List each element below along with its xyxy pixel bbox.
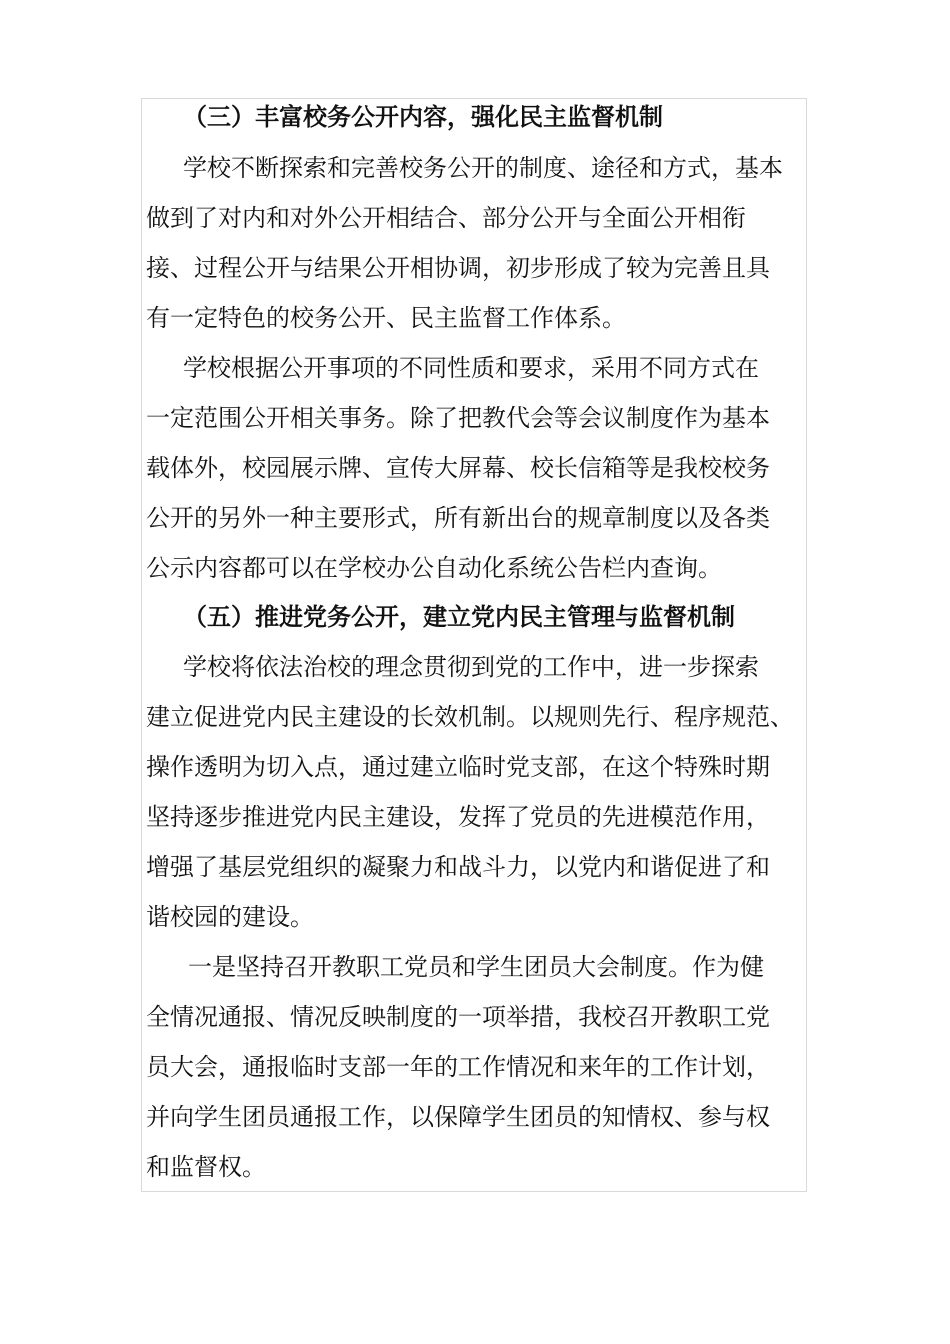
- section-5-heading: （五）推进党务公开，建立党内民主管理与监督机制: [183, 603, 735, 631]
- section-3-para-1-line-3: 接、过程公开与结果公开相协调，初步形成了较为完善且具: [146, 254, 770, 282]
- section-3-para-2-line-2: 一定范围公开相关事务。除了把教代会等会议制度作为基本: [146, 404, 770, 432]
- section-3-heading: （三）丰富校务公开内容，强化民主监督机制: [183, 103, 663, 131]
- section-3-para-1-line-2: 做到了对内和对外公开相结合、部分公开与全面公开相衔: [146, 204, 746, 232]
- section-5-para-1-line-3: 操作透明为切入点，通过建立临时党支部，在这个特殊时期: [146, 753, 770, 781]
- section-3-para-2-line-4: 公开的另外一种主要形式，所有新出台的规章制度以及各类: [146, 504, 770, 532]
- section-5-para-2-line-3: 员大会，通报临时支部一年的工作情况和来年的工作计划，: [146, 1053, 770, 1081]
- section-5-para-1-line-2: 建立促进党内民主建设的长效机制。以规则先行、程序规范、: [146, 703, 794, 731]
- section-5-para-2-line-2: 全情况通报、情况反映制度的一项举措，我校召开教职工党: [146, 1003, 770, 1031]
- section-5-para-1-line-5: 增强了基层党组织的凝聚力和战斗力，以党内和谐促进了和: [146, 853, 770, 881]
- section-5-para-2-line-4: 并向学生团员通报工作，以保障学生团员的知情权、参与权: [146, 1103, 770, 1131]
- section-5-para-1-line-4: 坚持逐步推进党内民主建设，发挥了党员的先进模范作用，: [146, 803, 770, 831]
- section-3-para-2-line-5: 公示内容都可以在学校办公自动化系统公告栏内查询。: [146, 554, 722, 582]
- section-3-para-1-line-4: 有一定特色的校务公开、民主监督工作体系。: [146, 304, 626, 332]
- section-3-para-2-line-1: 学校根据公开事项的不同性质和要求，采用不同方式在: [183, 354, 759, 382]
- section-5-para-2-line-5: 和监督权。: [146, 1153, 266, 1181]
- section-5-para-2-line-1: 一是坚持召开教职工党员和学生团员大会制度。作为健: [188, 953, 764, 981]
- section-5-para-1-line-6: 谐校园的建设。: [146, 903, 314, 931]
- section-3-para-2-line-3: 载体外，校园展示牌、宣传大屏幕、校长信箱等是我校校务: [146, 454, 770, 482]
- section-3-para-1-line-1: 学校不断探索和完善校务公开的制度、途径和方式，基本: [183, 154, 783, 182]
- section-5-para-1-line-1: 学校将依法治校的理念贯彻到党的工作中，进一步探索: [183, 653, 759, 681]
